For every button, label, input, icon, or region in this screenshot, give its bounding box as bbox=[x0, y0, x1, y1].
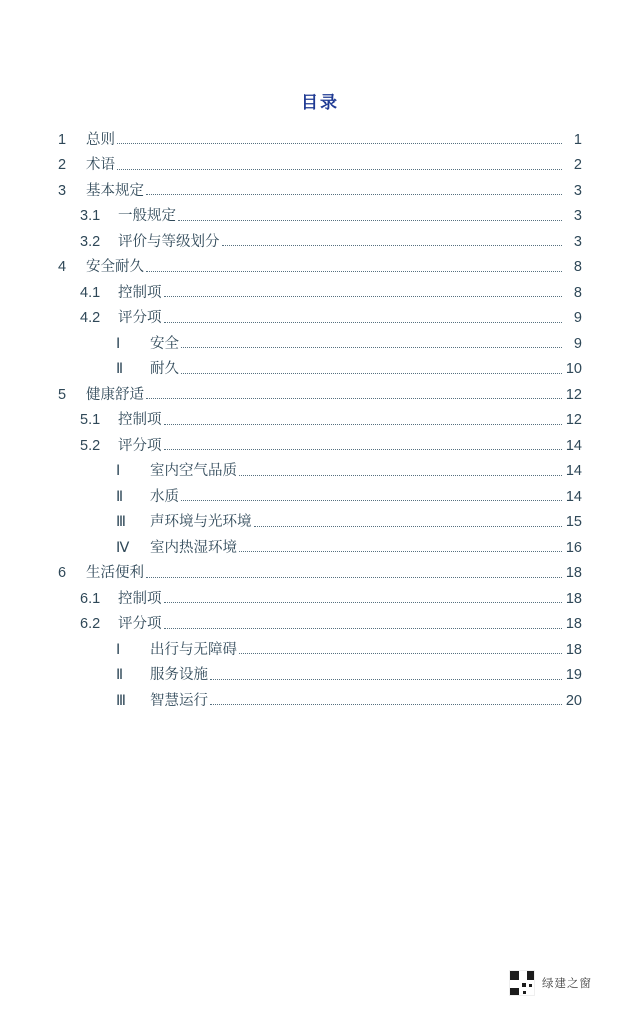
toc-entry-label: 控制项 bbox=[118, 590, 162, 607]
toc-entry[interactable] bbox=[58, 331, 582, 357]
toc-leader-dots bbox=[178, 219, 562, 221]
toc-entry-page-number: 9 bbox=[573, 310, 582, 326]
toc-entry-page-number: 9 bbox=[573, 335, 582, 352]
toc-entry-label: 总则 bbox=[86, 131, 115, 148]
toc-entry[interactable] bbox=[58, 408, 582, 434]
page-title: 目录 bbox=[301, 93, 339, 112]
toc-leader-dots bbox=[164, 601, 563, 603]
toc-entry[interactable] bbox=[58, 153, 582, 179]
toc-entry-page-number: 18 bbox=[565, 616, 582, 632]
toc-entry[interactable] bbox=[58, 280, 582, 306]
toc-entry-number: 4 bbox=[58, 259, 67, 275]
toc-leader-dots bbox=[222, 244, 563, 246]
toc-entry-label: 评分项 bbox=[118, 616, 162, 632]
toc-leader-dots bbox=[146, 576, 562, 578]
toc-entry-number: 6.2 bbox=[80, 616, 101, 632]
toc-leader-dots bbox=[146, 397, 562, 399]
toc-entry[interactable] bbox=[58, 688, 582, 714]
toc-entry-label: 评价与等级划分 bbox=[118, 233, 220, 250]
toc-entry-page-number: 14 bbox=[565, 437, 582, 454]
toc-leader-dots bbox=[181, 346, 562, 348]
toc-entry-page-number: 10 bbox=[565, 361, 582, 377]
toc-entry-label: 评分项 bbox=[118, 310, 162, 326]
toc-entry-number: 6 bbox=[58, 565, 67, 581]
toc-entry-page-number: 12 bbox=[565, 386, 582, 403]
toc-entry[interactable] bbox=[58, 484, 582, 510]
toc-entry-page-number: 8 bbox=[573, 284, 582, 301]
toc-entry-page-number: 12 bbox=[565, 412, 582, 428]
toc-entry[interactable] bbox=[58, 127, 582, 153]
toc-entry-number: 4.1 bbox=[80, 284, 101, 301]
toc-entry-label: 控制项 bbox=[118, 284, 162, 301]
toc-leader-dots bbox=[239, 550, 562, 552]
toc-entry-number: Ⅱ bbox=[116, 361, 124, 377]
toc-entry-page-number: 8 bbox=[573, 259, 582, 275]
toc-leader-dots bbox=[117, 142, 562, 144]
toc-leader-dots bbox=[210, 703, 562, 705]
toc-entry-page-number: 18 bbox=[565, 590, 582, 607]
toc-entry-number: 4.2 bbox=[80, 310, 101, 326]
toc-entry-page-number: 3 bbox=[573, 233, 582, 250]
toc-entry-page-number: 3 bbox=[573, 182, 582, 199]
toc-entry-page-number: 20 bbox=[565, 692, 582, 709]
toc-entry-page-number: 18 bbox=[565, 641, 582, 658]
qr-code-icon bbox=[509, 970, 535, 996]
toc-entry-label: 水质 bbox=[150, 488, 179, 505]
toc-leader-dots bbox=[146, 193, 562, 195]
toc-entry-number: 5.2 bbox=[80, 437, 101, 454]
toc-entry[interactable] bbox=[58, 561, 582, 587]
toc-entry[interactable] bbox=[58, 255, 582, 281]
toc-entry-number: 3.1 bbox=[80, 208, 101, 224]
footer-badge bbox=[509, 970, 592, 996]
toc-entry-number: Ⅰ bbox=[116, 463, 121, 479]
document-page bbox=[0, 88, 640, 1016]
toc-entry[interactable] bbox=[58, 459, 582, 485]
toc-entry-label: 一般规定 bbox=[118, 208, 176, 224]
toc-leader-dots bbox=[239, 474, 562, 476]
toc-entry[interactable] bbox=[58, 612, 582, 638]
toc-entry-label: 术语 bbox=[86, 157, 115, 173]
toc-entry-label: 评分项 bbox=[118, 437, 162, 454]
toc-leader-dots bbox=[210, 678, 562, 680]
toc-entry-label: 安全耐久 bbox=[86, 259, 144, 275]
toc-entry[interactable] bbox=[58, 382, 582, 408]
toc-entry-number: Ⅲ bbox=[116, 514, 126, 530]
toc-entry[interactable] bbox=[58, 535, 582, 561]
toc-leader-dots bbox=[117, 168, 562, 170]
toc-entry-number: 1 bbox=[58, 131, 67, 148]
toc-leader-dots bbox=[181, 499, 562, 501]
toc-entry-number: 5.1 bbox=[80, 412, 101, 428]
toc-entry-label: 安全 bbox=[150, 335, 179, 352]
toc-entry-page-number: 18 bbox=[565, 565, 582, 581]
toc-entry[interactable] bbox=[58, 178, 582, 204]
toc-entry-label: 服务设施 bbox=[150, 667, 208, 683]
toc-leader-dots bbox=[164, 448, 563, 450]
toc-entry-page-number: 14 bbox=[565, 488, 582, 505]
toc-entry-number: 3.2 bbox=[80, 233, 101, 250]
toc-entry[interactable] bbox=[58, 637, 582, 663]
toc-entry-number: 6.1 bbox=[80, 590, 101, 607]
toc-entry-label: 健康舒适 bbox=[86, 386, 144, 403]
footer-badge-label: 绿建之窗 bbox=[542, 978, 592, 990]
toc-entry-number: 3 bbox=[58, 182, 67, 199]
toc-entry[interactable] bbox=[58, 357, 582, 383]
toc-leader-dots bbox=[164, 321, 563, 323]
toc-entry[interactable] bbox=[58, 510, 582, 536]
toc-list bbox=[58, 127, 582, 714]
toc-entry-page-number: 2 bbox=[573, 157, 582, 173]
toc-leader-dots bbox=[164, 295, 563, 297]
toc-entry-number: Ⅱ bbox=[116, 488, 124, 505]
toc-entry[interactable] bbox=[58, 229, 582, 255]
toc-entry-label: 室内热湿环境 bbox=[150, 539, 237, 556]
toc-entry-page-number: 16 bbox=[565, 539, 582, 556]
toc-entry-label: 耐久 bbox=[150, 361, 179, 377]
toc-entry[interactable] bbox=[58, 586, 582, 612]
toc-entry-page-number: 15 bbox=[565, 514, 582, 530]
toc-entry-label: 室内空气品质 bbox=[150, 463, 237, 479]
toc-entry-number: Ⅲ bbox=[116, 692, 126, 709]
toc-entry-label: 基本规定 bbox=[86, 182, 144, 199]
toc-leader-dots bbox=[146, 270, 562, 272]
toc-entry-label: 出行与无障碍 bbox=[150, 641, 237, 658]
toc-entry[interactable] bbox=[58, 204, 582, 230]
toc-entry-page-number: 3 bbox=[573, 208, 582, 224]
toc-entry-page-number: 14 bbox=[565, 463, 582, 479]
toc-entry-number: Ⅳ bbox=[116, 539, 130, 556]
toc-entry-page-number: 19 bbox=[565, 667, 582, 683]
toc-leader-dots bbox=[254, 525, 563, 527]
toc-entry-label: 控制项 bbox=[118, 412, 162, 428]
toc-entry-number: Ⅱ bbox=[116, 667, 124, 683]
toc-entry-number: Ⅰ bbox=[116, 335, 121, 352]
toc-entry-label: 智慧运行 bbox=[150, 692, 208, 709]
toc-leader-dots bbox=[239, 652, 562, 654]
toc-entry-number: Ⅰ bbox=[116, 641, 121, 658]
toc-entry[interactable] bbox=[58, 433, 582, 459]
toc-entry-label: 生活便利 bbox=[86, 565, 144, 581]
toc-entry[interactable] bbox=[58, 663, 582, 689]
toc-entry-number: 2 bbox=[58, 157, 67, 173]
toc-leader-dots bbox=[164, 627, 563, 629]
toc-entry-page-number: 1 bbox=[573, 131, 582, 148]
toc-entry[interactable] bbox=[58, 306, 582, 332]
toc-entry-label: 声环境与光环境 bbox=[150, 514, 252, 530]
toc-leader-dots bbox=[164, 423, 563, 425]
toc-entry-number: 5 bbox=[58, 386, 67, 403]
toc-leader-dots bbox=[181, 372, 562, 374]
